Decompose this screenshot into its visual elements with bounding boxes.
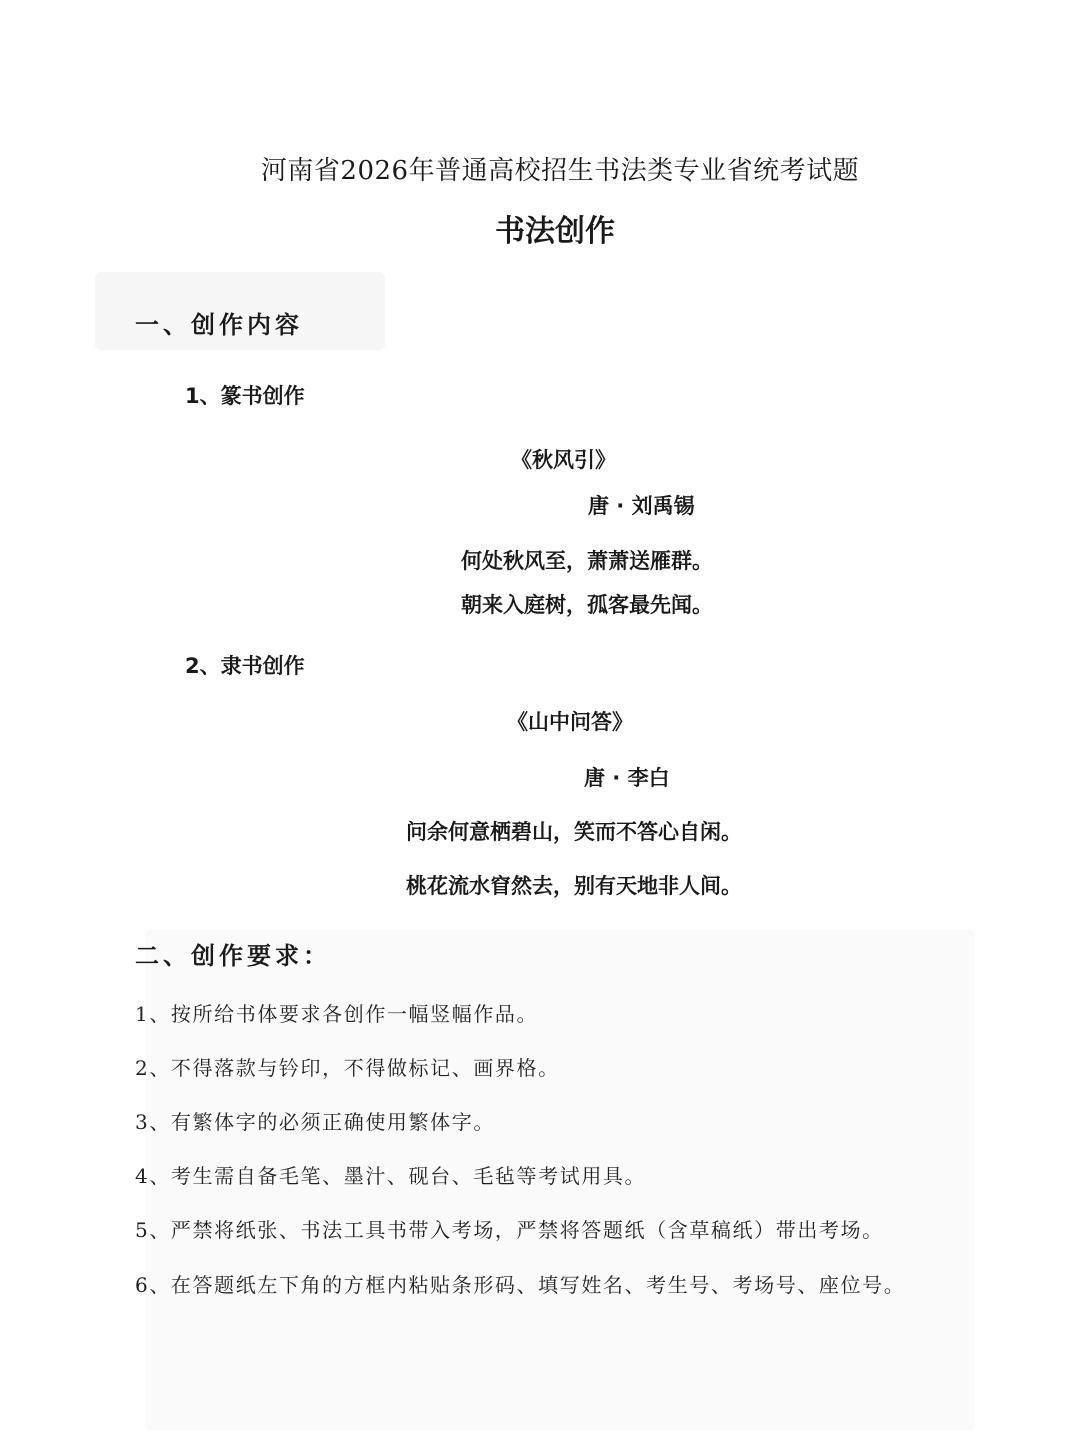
poem-line: 问余何意栖碧山，笑而不答心自闲。 [406,820,742,844]
requirement-item: 4、考生需自备毛笔、墨汁、砚台、毛毡等考试用具。 [135,1164,647,1188]
requirement-item: 1、按所给书体要求各创作一幅竖幅作品。 [135,1002,539,1026]
poem-line: 桃花流水窅然去，别有天地非人间。 [406,874,742,898]
requirement-item: 2、不得落款与钤印，不得做标记、画界格。 [135,1056,560,1080]
poem-line: 朝来入庭树，孤客最先闻。 [461,593,713,617]
poem-author: 唐 · 李白 [584,766,670,790]
poem-line: 何处秋风至，萧萧送雁群。 [461,549,713,573]
poem-author: 唐 · 刘禹锡 [588,494,695,518]
item-label-clerical-script: 2、隶书创作 [185,654,305,678]
item-label-seal-script: 1、篆书创作 [185,384,305,408]
requirement-item: 5、严禁将纸张、书法工具书带入考场，严禁将答题纸（含草稿纸）带出考场。 [135,1218,884,1242]
poem-title: 《山中问答》 [507,710,633,734]
requirement-item: 6、在答题纸左下角的方框内粘贴条形码、填写姓名、考生号、考场号、座位号。 [135,1273,906,1297]
subject-title: 书法创作 [495,214,615,249]
poem-title: 《秋风引》 [511,448,616,472]
section-heading-requirements: 二、创作要求： [135,942,331,970]
exam-title: 河南省2026年普通高校招生书法类专业省统考试题 [260,156,860,186]
requirement-item: 3、有繁体字的必须正确使用繁体字。 [135,1110,495,1134]
section-heading-content: 一、创作内容 [135,311,303,339]
